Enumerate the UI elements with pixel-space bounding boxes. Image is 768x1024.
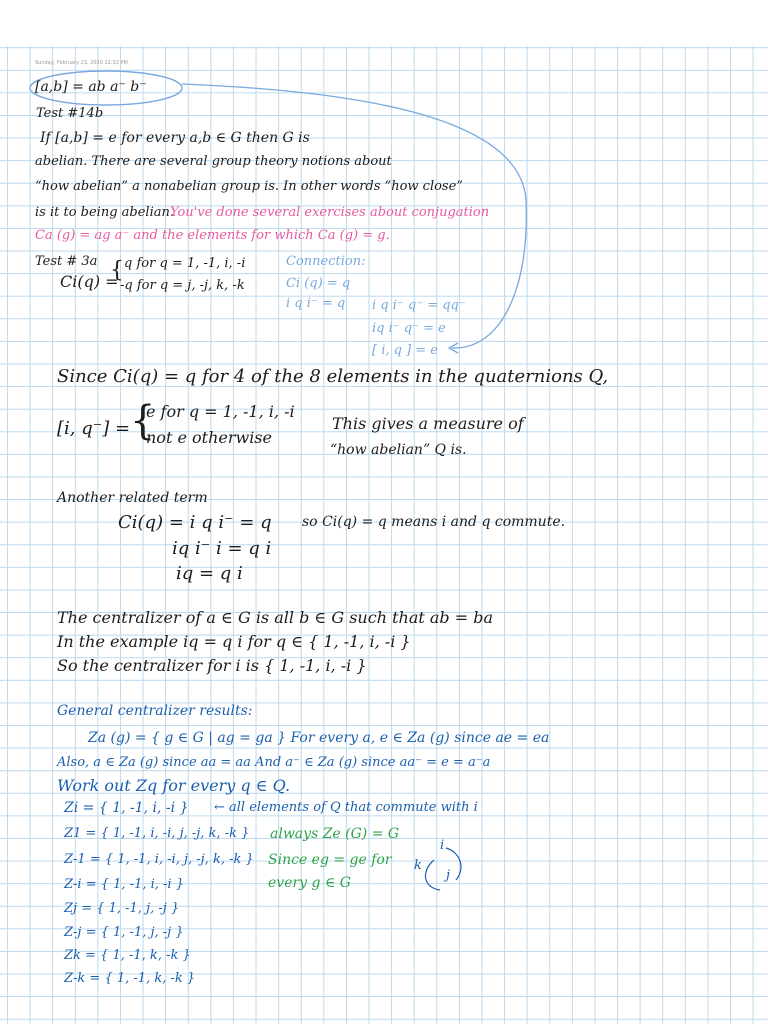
test-14b-label: Test #14b	[36, 106, 104, 121]
general-result-3: Work out Zq for every q ∈ Q.	[57, 776, 291, 795]
measure-line-2: “how abelian” Q is.	[330, 442, 467, 458]
z-minus-1-note-2: every g ∈ G	[268, 875, 351, 891]
connection-step-1: Ci (q) = q	[286, 276, 351, 291]
z-minus-k-set: Z-k = { 1, -1, k, -k }	[64, 971, 196, 986]
cycle-label-j: j	[446, 868, 451, 883]
centralizer-example: In the example iq = q i for q ∈ { 1, -1, i, -i }	[57, 632, 411, 651]
cycle-arc-left	[425, 860, 440, 890]
ci-brace: {	[110, 258, 124, 283]
text-line-4a: is it to being abelian.	[35, 205, 174, 220]
z-minus-1-set: Z-1 = { 1, -1, i, -i, j, -j, k, -k }	[64, 852, 254, 867]
connection-step-4: iq i⁻ q⁻ = e	[372, 321, 446, 336]
general-result-1: Za (g) = { g ∈ G | ag = ga } For every a, e ∈ Za (g) since ae = ea	[88, 730, 550, 746]
commutator-definition: [a,b] = ab a⁻ b⁻	[35, 79, 147, 95]
z-i-note: ← all elements of Q that commute with i	[214, 800, 478, 815]
text-line-2: abelian. There are several group theory notions about	[35, 154, 392, 169]
relation-line-3: iq = q i	[176, 563, 243, 584]
connection-step-3: i q i⁻ q⁻ = qq⁻	[372, 298, 466, 313]
connection-label: Connection:	[286, 254, 366, 269]
z-k-set: Zk = { 1, -1, k, -k }	[64, 948, 191, 963]
commutator-lhs: [i, q⁻] =	[57, 418, 131, 439]
relation-line-2: iq i⁻ i = q i	[172, 538, 272, 559]
commutator-case-1: e for q = 1, -1, i, -i	[146, 402, 295, 421]
z-minus-i-set: Z-i = { 1, -1, i, -i }	[64, 877, 184, 892]
z-1-set: Z1 = { 1, -1, i, -i, j, -j, k, -k }	[64, 826, 250, 841]
cycle-label-k: k	[414, 858, 422, 873]
relation-line-1-note: so Ci(q) = q means i and q commute.	[302, 514, 566, 530]
z-minus-1-note-1: Since eg = ge for	[268, 852, 392, 868]
z-j-set: Zj = { 1, -1, j, -j }	[64, 901, 180, 916]
commutator-case-2: not e otherwise	[146, 428, 272, 447]
ci-case-1: q for q = 1, -1, i, -i	[124, 256, 246, 271]
commutator-brace: {	[130, 398, 156, 444]
another-related-term: Another related term	[57, 490, 208, 506]
note-timestamp: Sunday, February 23, 2020 12:32 PM	[35, 60, 128, 66]
measure-line-1: This gives a measure of	[332, 414, 524, 433]
text-line-5-pink: Ca (g) = ag a⁻ and the elements for which Ca (g) = g.	[35, 228, 390, 243]
relation-line-1: Ci(q) = i q i⁻ = q	[118, 512, 272, 533]
z-minus-j-set: Z-j = { 1, -1, j, -j }	[64, 925, 184, 940]
test-3a-label: Test # 3a	[35, 254, 98, 269]
text-line-1: If [a,b] = e for every a,b ∈ G then G is	[40, 130, 310, 146]
cycle-label-i: i	[440, 838, 445, 853]
ci-definition-lhs: Ci(q) =	[60, 272, 119, 291]
connection-step-2: i q i⁻ = q	[286, 296, 346, 311]
text-line-3: “how abelian” a nonabelian group is. In other words “how close”	[35, 179, 463, 194]
general-result-2: Also, a ∈ Za (g) since aa = aa And a⁻ ∈ Za (g) since aa⁻ = e = a⁻a	[57, 755, 491, 770]
text-line-4b-pink: You've done several exercises about conjugation	[170, 205, 490, 220]
connection-step-5: [ i, q ] = e	[372, 343, 439, 358]
z-1-note: always Ze (G) = G	[270, 826, 400, 842]
z-i-set: Zi = { 1, -1, i, -i }	[64, 800, 189, 816]
since-line: Since Ci(q) = q for 4 of the 8 elements in the quaternions Q,	[57, 366, 609, 387]
centralizer-for-i: So the centralizer for i is { 1, -1, i, -i }	[57, 656, 367, 675]
centralizer-definition: The centralizer of a ∈ G is all b ∈ G such that ab = ba	[57, 608, 494, 627]
ci-case-2: -q for q = j, -j, k, -k	[120, 278, 245, 293]
general-results-title: General centralizer results:	[57, 703, 253, 719]
